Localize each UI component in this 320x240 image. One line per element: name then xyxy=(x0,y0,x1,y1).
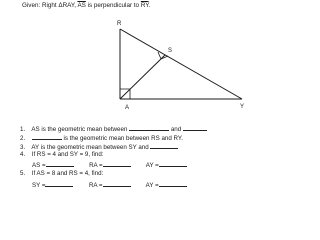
question-4-answers xyxy=(32,160,187,169)
answer-blank[interactable] xyxy=(32,133,62,140)
question-text: If AS = 8 and RS = 4, find: xyxy=(31,170,104,177)
question-4 xyxy=(20,151,104,158)
sy-label: SY = xyxy=(32,182,46,189)
question-text: AY is the geometric mean between SY and xyxy=(31,144,149,151)
question-2 xyxy=(20,133,183,142)
question-1 xyxy=(20,124,207,133)
ra-answer-blank[interactable] xyxy=(103,160,131,167)
hypotenuse-ry xyxy=(120,29,242,99)
vertex-label-r: R xyxy=(117,21,122,27)
as-answer-blank[interactable] xyxy=(46,160,74,167)
given-end: . xyxy=(148,2,151,9)
question-number: 5. xyxy=(20,170,26,177)
question-5-answers xyxy=(32,180,187,189)
vertex-label-a: A xyxy=(125,105,130,111)
question-5 xyxy=(20,170,103,177)
question-text: If RS = 4 and SY = 9, find: xyxy=(31,151,104,158)
as-label: AS = xyxy=(32,162,46,169)
question-number: 3. xyxy=(20,144,26,151)
ay-answer-blank[interactable] xyxy=(159,180,187,187)
ay-answer-blank[interactable] xyxy=(159,160,187,167)
ay-label: AY = xyxy=(145,182,159,189)
ra-label: RA = xyxy=(88,182,103,189)
answer-blank[interactable] xyxy=(183,124,207,131)
ra-answer-blank[interactable] xyxy=(103,180,131,187)
ay-label: AY = xyxy=(145,162,159,169)
segment-as: $\overline{AS}$ xyxy=(77,2,86,9)
question-number: 2. xyxy=(20,135,26,142)
segment-ry: $\overline{RY}$ xyxy=(140,2,149,9)
question-text: is the geometric mean between RS and RY. xyxy=(63,135,183,142)
triangle-figure xyxy=(0,0,255,130)
triangle-name: ΔRAY, xyxy=(58,2,78,9)
answer-blank[interactable] xyxy=(129,124,169,131)
question-number: 1. xyxy=(20,126,26,133)
answer-blank[interactable] xyxy=(150,142,178,149)
altitude-as xyxy=(120,55,165,99)
question-text-and: and xyxy=(170,126,182,133)
question-3 xyxy=(20,142,178,151)
vertex-label-y: Y xyxy=(240,104,245,110)
question-text: AS is the geometric mean between xyxy=(31,126,128,133)
given-mid-text: is perpendicular to xyxy=(85,2,141,9)
ra-label: RA = xyxy=(89,162,103,169)
given-prefix: Given: Right xyxy=(22,2,59,9)
sy-answer-blank[interactable] xyxy=(45,180,73,187)
question-number: 4. xyxy=(20,151,26,158)
vertex-label-s: S xyxy=(168,48,173,54)
